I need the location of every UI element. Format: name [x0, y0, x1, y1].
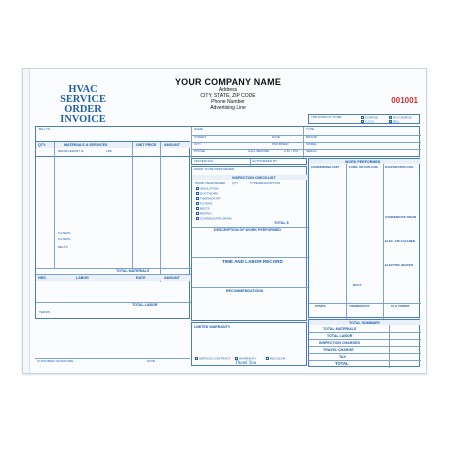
- am-pm-label: A.M. / P.M.: [284, 149, 299, 153]
- inspection-item: CONDENSATE DRAIN: [200, 216, 232, 221]
- warranty-title: LIMITED WARRANTY: [194, 325, 231, 329]
- company-advertising: Advertising Line: [210, 105, 246, 111]
- qty-header: QTY.: [38, 143, 46, 147]
- recommendations-title: RECOMMENDATIONS: [226, 289, 264, 293]
- checkbox[interactable]: [196, 212, 199, 215]
- checkbox[interactable]: [361, 120, 364, 123]
- inspection-item: DUCTWORK: [200, 191, 219, 196]
- summary-row: TAX: [339, 355, 346, 359]
- description-title: DESCRIPTION OF WORK PERFORMED: [214, 228, 281, 232]
- inspection-item: INSULATION: [200, 186, 219, 191]
- checkbox[interactable]: [266, 357, 269, 360]
- section-header: FURN. OR FAN COIL: [349, 165, 379, 169]
- hrs-header: HRS.: [38, 276, 47, 280]
- company-phone: Phone Number: [211, 99, 245, 105]
- serial-label: SERIAL: [306, 149, 318, 153]
- form-title-line: SERVICE ORDER: [60, 94, 106, 115]
- filters-row: FILTERS: [58, 231, 71, 235]
- section-header: ELEC. AIR CLEANER: [385, 239, 416, 243]
- service-option: SERVICE CONTRACT: [199, 356, 231, 361]
- service-option: WARRANTY: [239, 356, 257, 361]
- section-header: EVAPORATOR COIL: [385, 165, 414, 169]
- inspection-col: TYPE/DESCRIPTION: [250, 181, 281, 185]
- lbs-row: LBS: [106, 149, 112, 153]
- invoice-sheet: [22, 68, 427, 374]
- checkbox[interactable]: [389, 116, 392, 119]
- inspection-total-label: TOTAL $: [274, 221, 289, 225]
- thank-you-text: Thank You: [235, 361, 257, 366]
- option-label: CHARGE: [365, 114, 379, 119]
- unit-price-header: UNIT PRICE: [136, 143, 157, 147]
- section-header: PUMPS: [315, 304, 326, 308]
- section-header: ELECTRIC HEATER: [385, 263, 413, 267]
- inspection-checklist-title: INSPECTION CHECKLIST: [232, 175, 276, 180]
- labor-header: LABOR: [76, 276, 89, 280]
- warranty-block: [191, 322, 307, 366]
- model-label: MODEL: [306, 142, 318, 146]
- technician-row: [191, 158, 307, 165]
- rate-header: RATE: [136, 276, 146, 280]
- checkbox[interactable]: [195, 357, 198, 360]
- summary-row: TOTAL: [335, 361, 349, 366]
- checkbox[interactable]: [196, 207, 199, 210]
- perforated-stub: [23, 69, 30, 373]
- materials-header: MATERIALS & SERVICES: [64, 143, 108, 147]
- technician-label: TECHNICIAN: [194, 159, 213, 163]
- inspection-col: QTY: [232, 181, 239, 185]
- inspection-col: WORK PERFORMED: [195, 181, 226, 185]
- section-header: DUCT: [353, 283, 362, 287]
- section-header: CLG TOWER: [391, 304, 410, 308]
- summary-row: TOTAL LABOR: [327, 334, 353, 338]
- time-labor-title: TIME AND LABOR RECORD: [222, 259, 283, 264]
- center-column: [191, 166, 307, 321]
- total-materials-label: TOTAL MATERIALS: [116, 269, 150, 273]
- company-address: Address: [218, 87, 238, 93]
- summary-row: TRAVEL CHARGE: [323, 348, 354, 352]
- materials-table: [35, 141, 190, 319]
- option-label: NO CHARGE: [393, 114, 412, 119]
- authorized-label: AUTHORIZED BY: [252, 159, 278, 163]
- checkbox[interactable]: [361, 116, 364, 119]
- company-city: CITY, STATE, ZIP CODE: [200, 93, 256, 99]
- form-title-line: HVAC: [68, 84, 98, 95]
- work-performed-panel: [308, 158, 420, 318]
- customer-signature-label: CUSTOMER SIGNATURE: [37, 359, 74, 363]
- total-summary: [308, 319, 420, 367]
- form-title-line: INVOICE: [60, 114, 106, 125]
- inspection-item: THERMOSTAT: [200, 196, 221, 201]
- work-performed-title: WORK PERFORMED: [345, 159, 381, 164]
- date-label: DATE: [272, 135, 281, 139]
- invoice-number: 001001: [391, 96, 418, 105]
- company-block: [143, 77, 313, 111]
- inspection-item: FILTERS: [200, 201, 213, 206]
- belts-row: BELTS: [58, 245, 68, 249]
- summary-row: TOTAL MATERIALS: [323, 327, 357, 331]
- checkbox[interactable]: [389, 120, 392, 123]
- form-title: [51, 85, 115, 125]
- checkbox[interactable]: [196, 197, 199, 200]
- work-to-be-performed-label: WORK TO BE PERFORMED: [194, 167, 235, 171]
- total-labor-label: TOTAL LABOR: [132, 303, 158, 307]
- filters-row: FILTERS: [58, 237, 71, 241]
- inspection-item: REFRIG.: [200, 211, 213, 216]
- checkbox[interactable]: [196, 217, 199, 220]
- work-box-label: THE WORK IS TO BE: [311, 114, 342, 119]
- checkbox[interactable]: [196, 187, 199, 190]
- amount-header: AMOUNT: [164, 276, 180, 280]
- section-header: CONDENSATE DRAIN: [385, 215, 417, 219]
- work-charge-box: [308, 114, 420, 124]
- summary-row: INSPECTION CHARGES: [319, 341, 360, 345]
- type-label: TYPE: [306, 127, 315, 131]
- authorization-text: [35, 324, 190, 350]
- checkbox[interactable]: [196, 202, 199, 205]
- section-header: THERMOSTAT: [349, 304, 370, 308]
- service-option: REGULAR: [270, 356, 285, 361]
- refrigerant-row: REFRIGERANT R-: [58, 149, 85, 153]
- phone-label: PHONE: [194, 149, 206, 153]
- terms-label: TERMS: [39, 310, 50, 314]
- brand-label: BRAND: [306, 135, 317, 139]
- checkbox[interactable]: [196, 192, 199, 195]
- inspection-item: BELTS: [200, 206, 210, 211]
- call-before-label: CALL BEFORE: [248, 149, 270, 153]
- option-label: BILL: [393, 119, 400, 124]
- bill-to-label: BILL TO: [39, 127, 51, 131]
- checkbox[interactable]: [235, 357, 238, 360]
- street-label: STREET: [194, 135, 207, 139]
- amount-header: AMOUNT: [164, 143, 180, 147]
- option-label: C.O.D.: [365, 119, 375, 124]
- promised-label: PROMISED: [272, 142, 289, 146]
- date-label: DATE: [147, 359, 156, 363]
- company-name: YOUR COMPANY NAME: [174, 77, 282, 87]
- section-header: CONDENSING UNIT: [311, 165, 340, 169]
- city-label: CITY: [194, 142, 202, 146]
- name-label: NAME: [194, 127, 203, 131]
- summary-title: TOTAL SUMMARY: [349, 320, 381, 325]
